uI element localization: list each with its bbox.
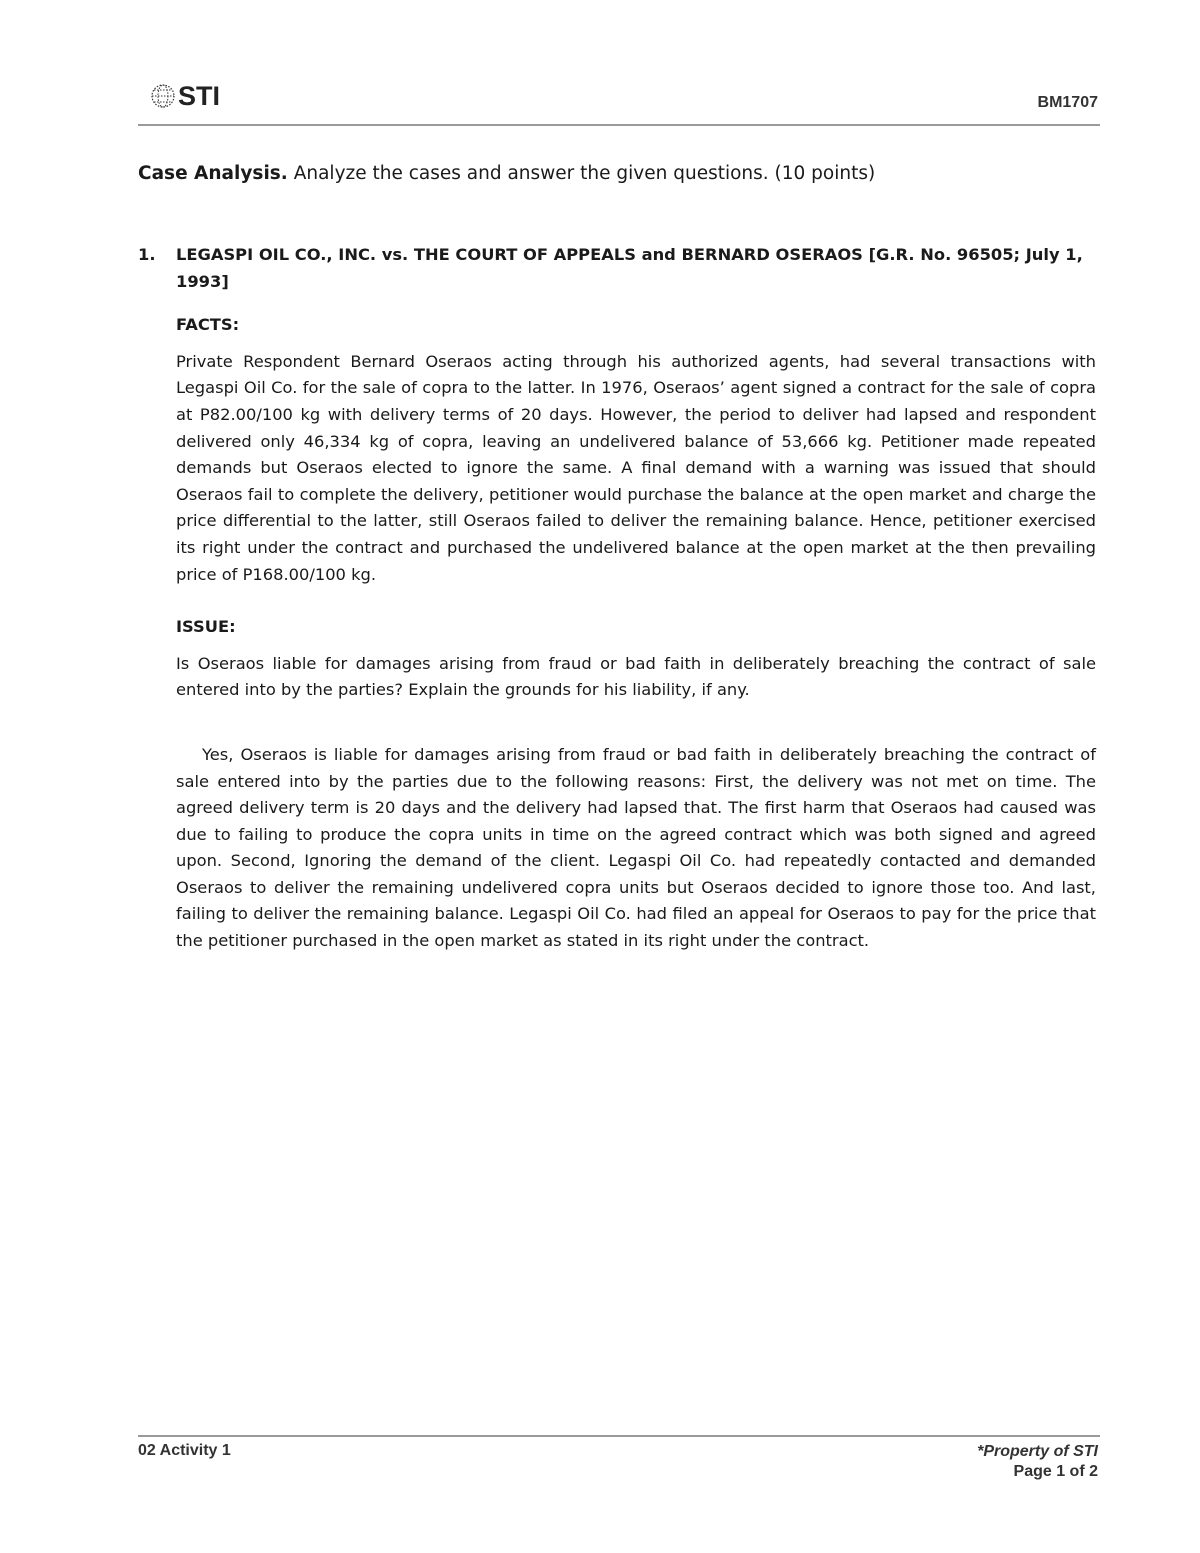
- issue-label: ISSUE:: [176, 617, 236, 637]
- header-divider: [138, 124, 1100, 126]
- answer-block: [176, 742, 1096, 955]
- case-heading: [138, 242, 1100, 295]
- globe-icon: [150, 82, 176, 110]
- intro-section: [138, 160, 1100, 188]
- facts-block: [176, 312, 1096, 588]
- footer-right: [977, 1442, 1098, 1482]
- facts-text: Private Respondent Bernard Oseraos acting through his authorized agents, had several transactions with Legaspi Oil Co. for the sale of copra to the latter. In 1976, Oseraos’ agent signed a contract for the sale of copra at P82.00/100 kg with delivery terms of 20 days. However, the period to deliver had lapsed and respondent delivered only 46,334 kg of copra, leaving an undelivered balance of 53,666 kg. Petitioner made repeated demands but Oseraos elected to ignore the same. A final demand with a warning was issued that should Oseraos fail to complete the delivery, petitioner would purchase the balance at the open market and charge the price differential to the latter, still Oseraos failed to deliver the remaining balance. Hence, petitioner exercised its right under the contract and purchased the undelivered balance at the open market at the then prevailing price of P168.00/100 kg.: [176, 351, 1096, 584]
- answer-text: Yes, Oseraos is liable for damages arising from fraud or bad faith in deliberately breaching the contract of sale entered into by the parties due to the following reasons: First, the delivery was not met on time. The agreed delivery term is 20 days and the delivery had lapsed that. The first harm that Oseraos had caused was due to failing to produce the copra units in time on the agreed contract which was both signed and agreed upon. Second, Ignoring the demand of the client. Legaspi Oil Co. had repeatedly contacted and demanded Oseraos to deliver the remaining undelivered copra units but Oseraos decided to ignore those too. And last, failing to deliver the remaining balance. Legaspi Oil Co. had filed an appeal for Oseraos to pay for the price that the petitioner purchased in the open market as stated in its right under the contract.: [176, 744, 1096, 951]
- page-number: Page 1 of 2: [1013, 1463, 1098, 1480]
- activity-label: 02 Activity 1: [138, 1442, 231, 1459]
- course-code: BM1707: [1037, 94, 1098, 111]
- issue-block: [176, 614, 1096, 704]
- case-title: LEGASPI OIL CO., INC. vs. THE COURT OF APPEALS and BERNARD OSERAOS [G.R. No. 96505; July 1, 1993]: [176, 245, 1083, 291]
- case-number: 1.: [138, 245, 156, 264]
- case-section: [138, 242, 1100, 955]
- intro-bold: Case Analysis.: [138, 163, 288, 184]
- facts-label: FACTS:: [176, 315, 240, 335]
- property-notice: *Property of STI: [977, 1443, 1098, 1460]
- issue-text: Is Oseraos liable for damages arising from fraud or bad faith in deliberately breaching the contract of sale entered into by the parties? Explain the grounds for his liability, if any.: [176, 653, 1096, 700]
- sti-logo: [150, 78, 230, 114]
- footer-divider: [138, 1435, 1100, 1437]
- intro-line: [138, 160, 1100, 188]
- logo-text: STI: [178, 80, 221, 111]
- intro-text: Analyze the cases and answer the given questions. (10 points): [287, 163, 876, 184]
